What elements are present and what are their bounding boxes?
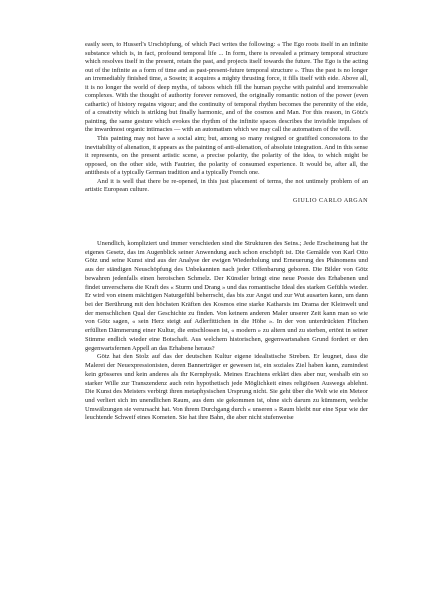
english-paragraph-1: easily seen, to Husserl's Urschöpfung, of which Paci writes the following: « The Ego roots itself in an infinite substance which is, in fact, profound temporal life ... In form, there is revealed a primary temporal structure which resolves itself in the present, retain the past, and projects itself towards the future. The Ego is the acting out of the infinite as a form of time and as past-present-future temporal structure ». Thus the past is no longer an irremediably finished time, a Sosein; it acquires a mighty thrusting force, it fills itself with eide. Above all, it is no longer the world of deep myths, of taboos which fill the human psyche with painful and irremovable complexes. With the thought of authority forever removed, the originally romantic notion of the power (even cathartic) of history regains vigour; and the continuity of temporal rhythm becomes the perennity of the eide, of a creativity which is striking but finally harmonic, and of the cosmos and Man. For this reason, in Götz's painting, the same gesture which evokes the rhythm of the infinite spaces describes the invisible impulses of the inwardmost organic intimacies — with an automatism which we may call the automatism of the will. xyxy=(85,41,368,134)
english-text-block xyxy=(85,41,368,204)
german-text-block xyxy=(85,240,368,423)
german-paragraph-2: Götz hat den Stolz auf das der deutschen Kultur eigene idealistische Streben. Er leugnet, dass die Malerei der Neuexpressionisten, deren Bannerträger er gewesen ist, ein soziales Ziel haben kann, zumindest kein grösseres und kein anderes als ihr Kernphysik. Meines Erachtens erklärt dies aber nur, weshalb ein so starker Wille zur Transzendenz auch rein hypothetisch jede Möglichkeit eines religiösen Auswegs ablehnt. Die Kunst des Meisters verbirgt ihren metaphysischen Ursprung nicht. Sie geht über die Welt wie ein Meteor und verliert sich im unendlichen Raum, aus dem sie gekommen ist, ohne sich darum zu kümmern, welche Umwälzungen sie verursacht hat. Von ihrem Durchgang durch « unseren » Raum bleibt nur eine Spur wie der leuchtende Schweif eines Kometen. Sie hat ihre Bahn, die aber nicht stufenweise xyxy=(85,353,368,422)
english-paragraph-3: And it is well that there be re-opened, in this just placement of terms, the not untimely problem of an artistic European culture. xyxy=(85,177,368,194)
english-paragraph-2: This painting may not have a social aim; but, among so many resigned or gratified concessions to the inevitability of alienation, it appears as the painting of anti-alienation, of absolute integration. And in this sense it represents, on the present artistic scene, a precise polarity, the polarity of the idea, to which might be opposed, on the other side, with Fautrier, the polarity of consumed experience. It would be, after all, the antithesis of a typically German tradition and a typically French one. xyxy=(85,135,368,177)
german-paragraph-1: Unendlich, kompliziert und immer verschieden sind die Strukturen des Seins.; Jede Erscheinung hat ihr eigenes Gesetz, das im Augenblick seiner Anwendung auch schon erschöpft ist. Die Gemälde von Karl Otto Götz und seine Kunst sind aus der Analyse der ewigen Wiederholung und Erneuerung des Phänomens und aus der ständigen Neuschöpfung des Unbekannten nach jeder Offenbarung geboren. Die Bilder von Götz bewahren jedenfalls einen heroischen Schmelz. Der Künstler bringt eine neue Poesie des Erhabenen und findet unverschens die Kraft des « Sturm und Drang » und das romantische Ideal des starken Gefühls wieder. Er wird von einem mächtigen Naturgefühl beherrscht, das bis zur Angst und zur Wut ausarten kann, um dann bei der Berührung mit den höchsten Kräften des Kosmos eine starke Katharsis im Drama der Kleinwelt und der menschlichen Qual der Geschichte zu finden. Von keinem anderen Maler unserer Zeit kann man so wie von Götz sagen, « sein Herz steigt auf Adlerfittichen in die Höhe ». In der von unterdrückten Flüchen erfüllten Dämmerung einer Kultur, die entschlossen ist, « modern » zu altern und zu sterben, ertönt in seiner Stimme endlich wieder eine Botschaft. Aus welchem historischen, gegenwartsnahen Grund fordert er den gegenwartsfernen Appell an das Erhabene heraus? xyxy=(85,240,368,352)
author-signature: GIULIO CARLO ARGAN xyxy=(292,197,368,204)
